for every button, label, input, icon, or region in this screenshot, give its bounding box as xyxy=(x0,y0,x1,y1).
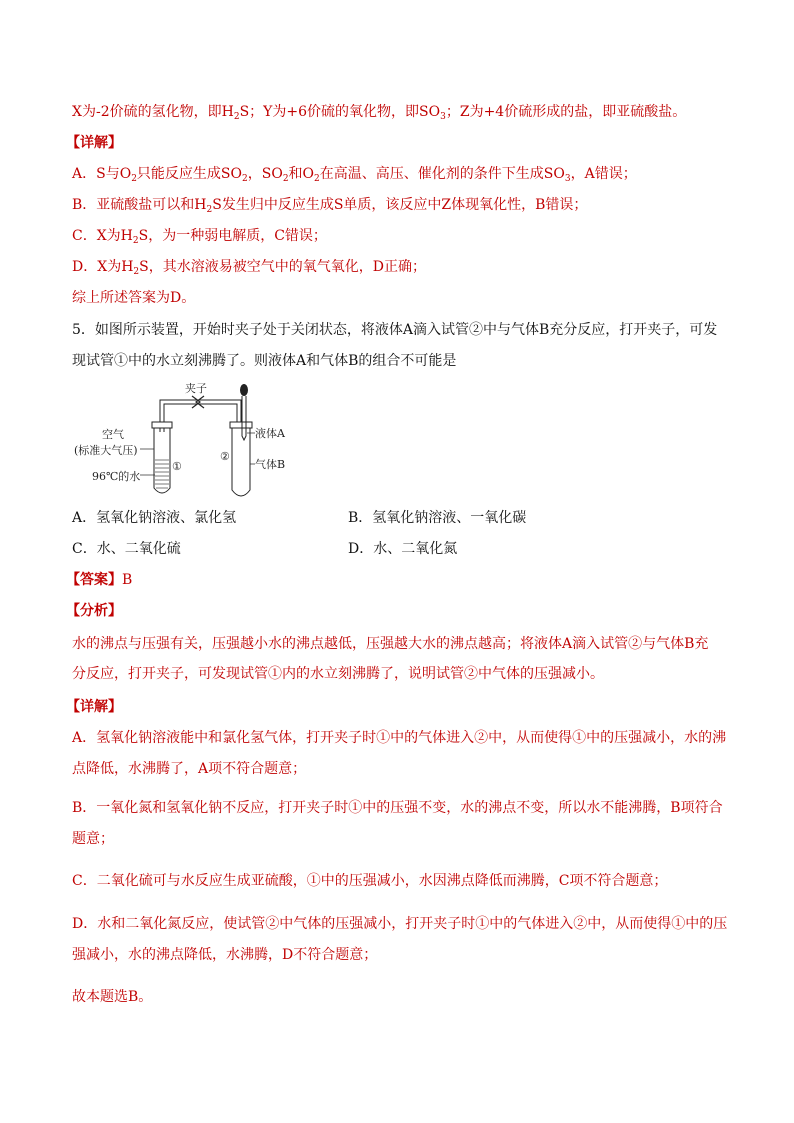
answer-value: B xyxy=(122,572,133,588)
analysis-line-2: 分反应，打开夹子，可发现试管①内的水立刻沸腾了，说明试管②中气体的压强减小。 xyxy=(72,666,604,682)
analysis-header: 【分析】 xyxy=(66,603,122,619)
liquid-a-label: 液体A xyxy=(255,427,285,440)
conclusion: 故本题选B。 xyxy=(72,989,153,1005)
prev-option-c-explanation: C．X为$H_2S$，为一种弱电解质，C错误； xyxy=(72,228,327,246)
water-label: 96℃的水 xyxy=(92,470,141,483)
option-d: D．水、二氧化氮 xyxy=(348,541,458,557)
prev-option-b-explanation: B．亚硫酸盐可以和$H_2S$发生归中反应生成S单质，该反应中Z体现氧化性，B错误； xyxy=(72,197,588,215)
detail-header: 【详解】 xyxy=(66,699,122,715)
detail-d-line-1: D．水和二氧化氮反应，使试管②中气体的压强减小，打开夹子时①中的气体进入②中，从而使得①中的压 xyxy=(72,916,728,932)
detail-b-line-2: 题意； xyxy=(72,831,114,847)
clip-label: 夹子 xyxy=(185,382,207,395)
detail-d-line-2: 强减小，水的沸点降低，水沸腾，D不符合题意； xyxy=(72,947,378,963)
option-a: A．氢氧化钠溶液、氯化氢 xyxy=(72,510,237,526)
analysis-line-1: 水的沸点与压强有关，压强越小水的沸点越低，压强越大水的沸点越高；将液体A滴入试管②与气体B充 xyxy=(72,636,709,652)
dropper-bulb-icon xyxy=(240,384,248,396)
water-level xyxy=(155,460,169,488)
clip-icon xyxy=(192,396,204,408)
prev-option-d-explanation: D．X为$H_2S$，其水溶液易被空气中的氧气氧化，D正确； xyxy=(72,259,426,277)
connecting-tube xyxy=(160,400,241,422)
apparatus-figure xyxy=(72,378,302,502)
question-5-stem-line-1: 5．如图所示装置，开始时夹子处于关闭状态，将液体A滴入试管②中与气体B充分反应，打开夹子，可发 xyxy=(72,322,718,338)
pressure-label: (标准大气压) xyxy=(74,444,138,457)
prev-detail-header: 【详解】 xyxy=(66,135,122,151)
stopper-1 xyxy=(152,422,172,428)
prev-intro: X为-2价硫的氢化物，即$H_2S$；Y为+6价硫的氧化物，即$SO_3$；Z为+4价硫形成的盐，即亚硫酸盐。 xyxy=(72,104,687,122)
tube-2-label: ② xyxy=(220,450,230,463)
option-c: C．水、二氧化硫 xyxy=(72,541,181,557)
prev-option-a-explanation: A．S与$O_2$只能反应生成$SO_2$，$SO_2$和$O_2$在高温、高压、催化剂的条件下生成$SO_3$，A错误； xyxy=(72,166,637,184)
test-tube-2 xyxy=(232,428,250,496)
dropper-icon xyxy=(242,396,246,440)
question-5-stem-line-2: 现试管①中的水立刻沸腾了。则液体A和气体B的组合不可能是 xyxy=(72,353,457,369)
detail-a-line-1: A．氢氧化钠溶液能中和氯化氢气体，打开夹子时①中的气体进入②中，从而使得①中的压强减小，水的沸 xyxy=(72,730,727,746)
answer-header: 【答案】 xyxy=(66,572,122,588)
detail-c: C．二氧化硫可与水反应生成亚硫酸，①中的压强减小，水因沸点降低而沸腾，C项不符合题意； xyxy=(72,873,668,889)
detail-b-line-1: B．一氧化氮和氢氧化钠不反应，打开夹子时①中的压强不变，水的沸点不变，所以水不能沸腾，B项符合 xyxy=(72,800,723,816)
answer-row xyxy=(66,570,132,590)
detail-a-line-2: 点降低，水沸腾了，A项不符合题意； xyxy=(72,761,307,777)
option-b: B．氢氧化钠溶液、一氧化碳 xyxy=(348,510,527,526)
air-label: 空气 xyxy=(102,428,124,441)
stopper-2 xyxy=(230,422,252,428)
gas-b-label: 气体B xyxy=(255,458,286,471)
prev-summary: 综上所述答案为D。 xyxy=(72,290,196,306)
tube-1-label: ① xyxy=(172,460,182,473)
test-tube-1 xyxy=(154,428,170,493)
